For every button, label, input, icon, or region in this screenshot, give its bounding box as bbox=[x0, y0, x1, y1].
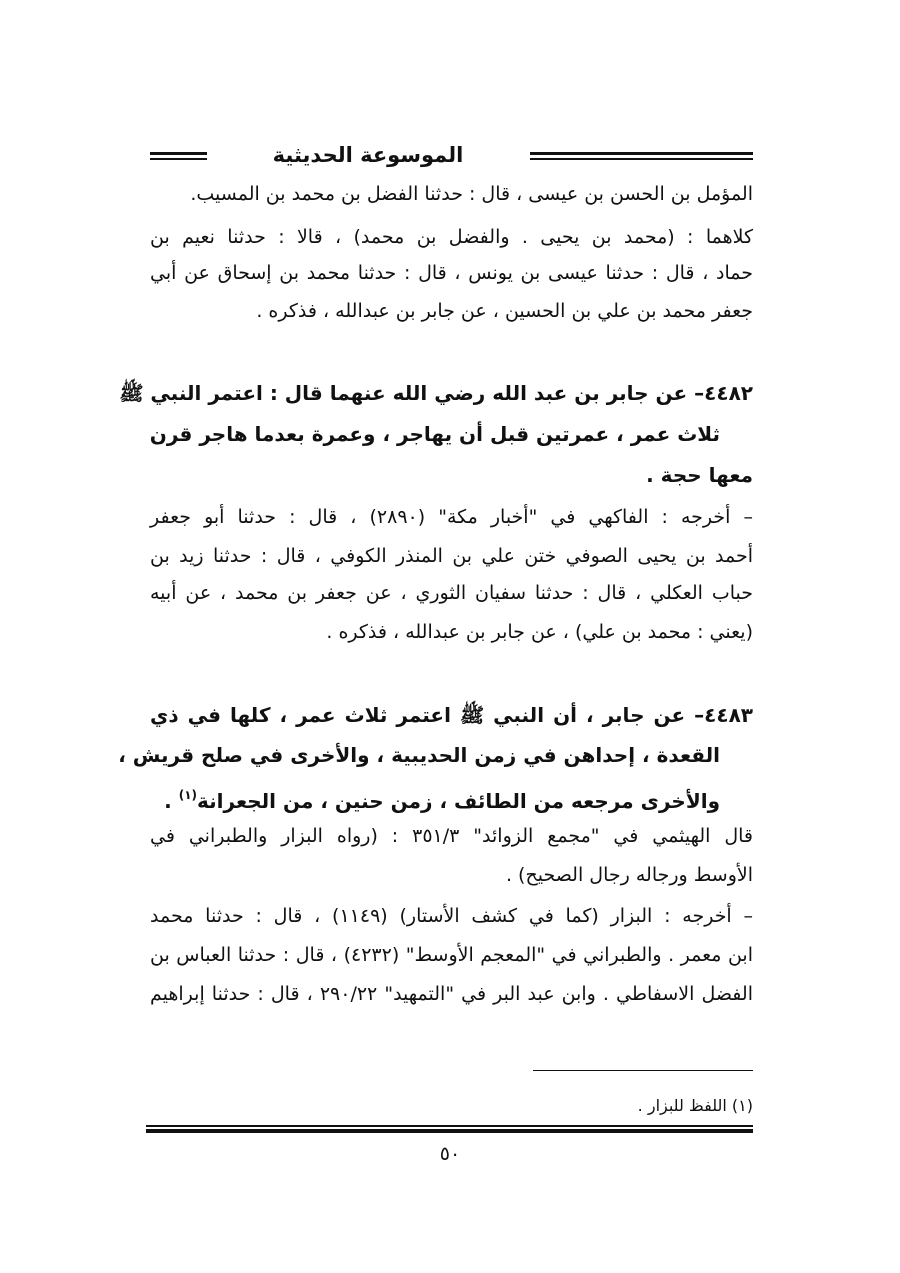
hadith-4483-text: والأخرى مرجعه من الطائف ، زمن حنين ، من الجعرانة bbox=[197, 789, 720, 813]
hadith-4482-line: معها حجة . bbox=[646, 463, 753, 487]
hadith-4483-line: ٤٤٨٣– عن جابر ، أن النبي ﷺ اعتمر ثلاث عمر ، كلها في ذي bbox=[150, 703, 753, 727]
text-line: كلاهما : (محمد بن يحيى . والفضل بن محمد) ، قالا : حدثنا نعيم بن bbox=[150, 226, 753, 248]
text-line: الأوسط ورجاله رجال الصحيح) . bbox=[505, 864, 753, 886]
text-line: أحمد بن يحيى الصوفي ختن علي بن المنذر الكوفي ، قال : حدثنا زيد بن bbox=[150, 545, 753, 567]
hadith-4483-line: القعدة ، إحداهن في زمن الحديبية ، والأخرى في صلح قريش ، bbox=[118, 743, 720, 767]
hadith-4482-line: ٤٤٨٢– عن جابر بن عبد الله رضي الله عنهما قال : اعتمر النبي ﷺ bbox=[119, 381, 753, 405]
text-line: قال الهيثمي في "مجمع الزوائد" ٣٥١/٣ : (رواه البزار والطبراني في bbox=[150, 825, 753, 847]
text-line: (يعني : محمد بن علي) ، عن جابر بن عبدالله ، فذكره . bbox=[326, 621, 753, 643]
footnote-marker: (١) bbox=[178, 788, 198, 802]
header-title: الموسوعة الحديثية bbox=[272, 143, 464, 167]
text-line: الفضل الاسفاطي . وابن عبد البر في "التمهيد" ٢٩٠/٢٢ ، قال : حدثنا إبراهيم bbox=[150, 983, 753, 1005]
text-line: المؤمل بن الحسن بن عيسى ، قال : حدثنا الفضل بن محمد بن المسيب. bbox=[190, 183, 753, 205]
text-line: جعفر محمد بن علي بن الحسين ، عن جابر بن عبدالله ، فذكره . bbox=[256, 300, 753, 322]
footnote-separator bbox=[533, 1070, 753, 1071]
header-rule-left bbox=[150, 152, 207, 162]
text-line: ابن معمر . والطبراني في "المعجم الأوسط" (٤٢٣٢) ، قال : حدثنا العباس بن bbox=[150, 944, 754, 966]
text-line: – أخرجه : البزار (كما في كشف الأستار) (١١٤٩) ، قال : حدثنا محمد bbox=[150, 905, 753, 927]
footnote: (١) اللفظ للبزار . bbox=[637, 1096, 753, 1115]
line-end-period: . bbox=[164, 789, 179, 813]
running-header bbox=[150, 138, 753, 172]
text-line: – أخرجه : الفاكهي في "أخبار مكة" (٢٨٩٠) ، قال : حدثنا أبو جعفر bbox=[150, 506, 753, 528]
header-rule-right bbox=[530, 152, 753, 162]
page-number: ٥٠ bbox=[439, 1143, 461, 1165]
hadith-4483-line bbox=[150, 780, 720, 816]
hadith-4482-line: ثلاث عمر ، عمرتين قبل أن يهاجر ، وعمرة بعدما هاجر قرن bbox=[149, 422, 720, 446]
text-line: حماد ، قال : حدثنا عيسى بن يونس ، قال : حدثنا محمد بن إسحاق عن أبي bbox=[150, 262, 753, 284]
text-line: حباب العكلي ، قال : حدثنا سفيان الثوري ، عن جعفر بن محمد ، عن أبيه bbox=[150, 582, 753, 604]
